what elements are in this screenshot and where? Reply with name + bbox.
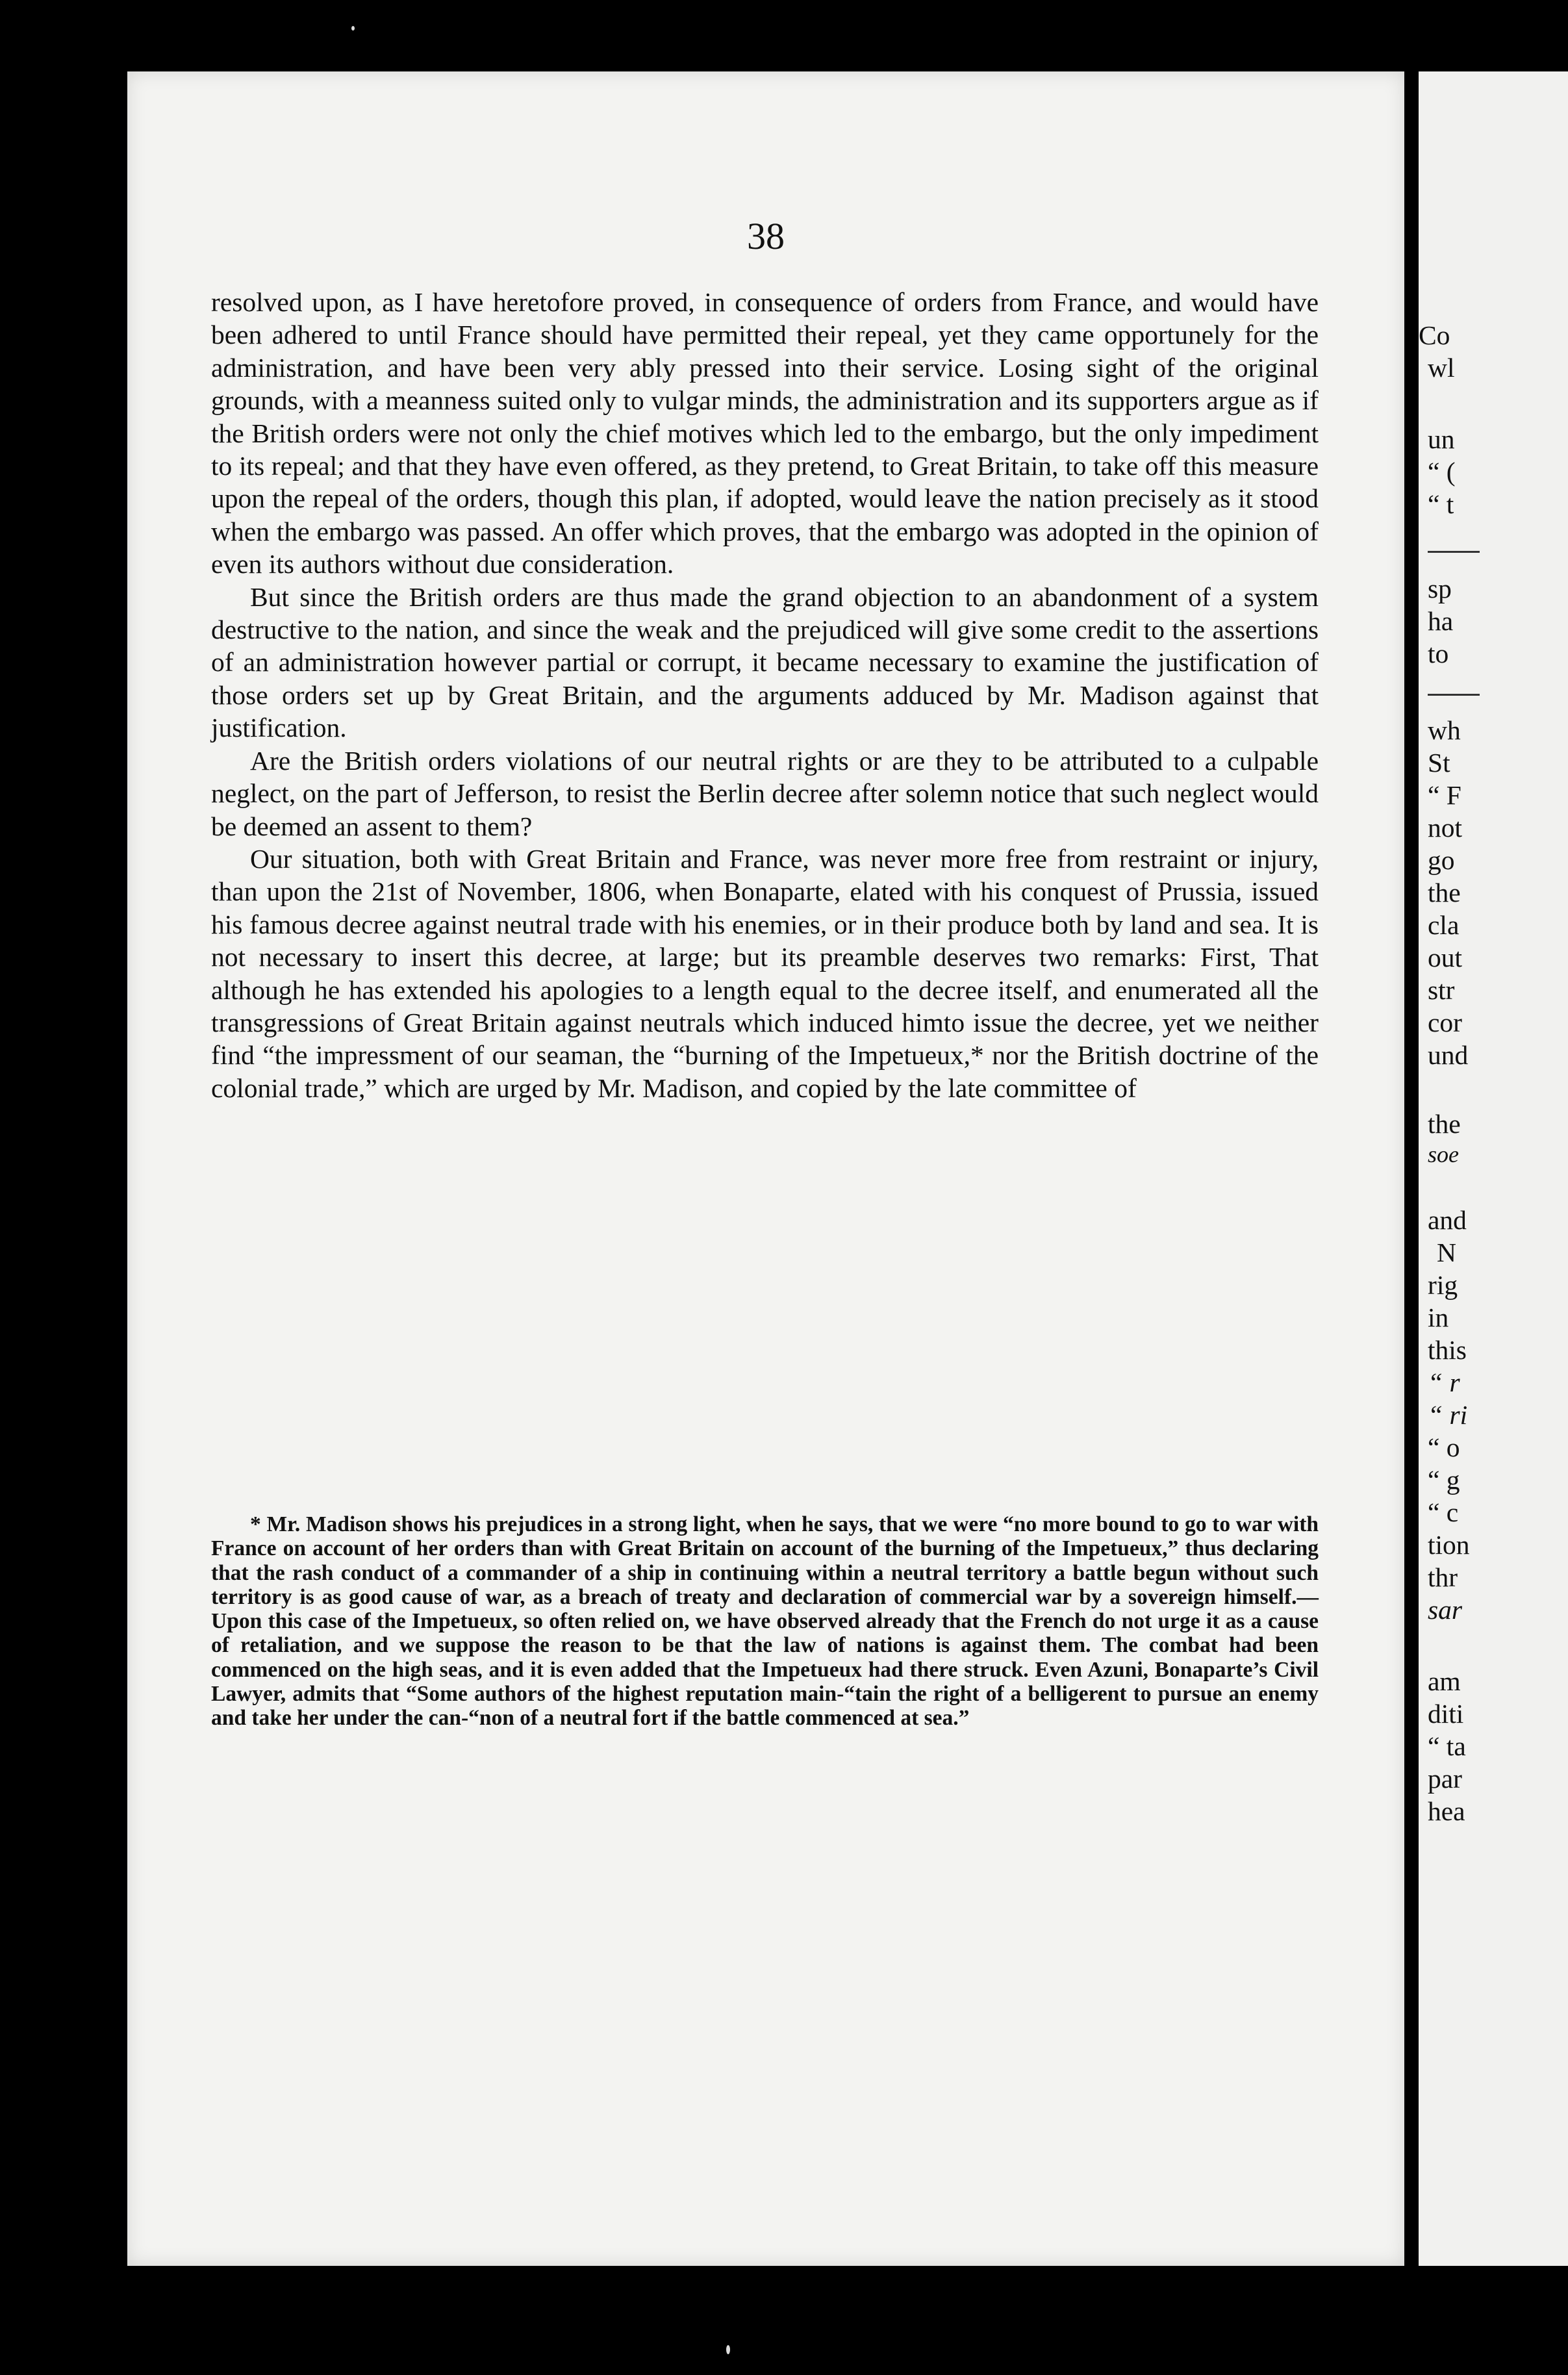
paragraph: resolved upon, as I have heretofore proved, in consequence of orders from France, and would have been adhered to until France should have permitted their repeal, yet they came opportunely for the administration, and have been very ably pressed into their service. Losing sight of the original grounds, with a meanness suited only to vulgar minds, the administration and its supporters argue as if the British orders were not only the chief motives which led to the embargo, but the only impediment to its repeal; and that they have even offered, as they pretend, to Great Britain, to take off this measure upon the repeal of the orders, though this plan, if adopted, would leave the nation precisely as it stood when the embargo was passed. An offer which proves, that the embargo was adopted in the opinion of even its authors without due consideration. xyxy=(211,287,1319,579)
facing-page-fragment: sp xyxy=(1428,574,1452,603)
facing-page-fragment: “ ta xyxy=(1428,1731,1466,1761)
facing-page-fragment: und xyxy=(1428,1040,1469,1070)
scan-speck xyxy=(726,2345,730,2354)
facing-page-fragment: N xyxy=(1437,1238,1456,1267)
facing-page-fragment: the xyxy=(1428,1109,1461,1139)
facing-page-fragment: ha xyxy=(1428,606,1454,636)
facing-page-fragment: St xyxy=(1428,748,1450,778)
facing-page-fragment: wh xyxy=(1428,715,1461,745)
facing-page-fragment: Co xyxy=(1419,320,1450,350)
facing-page-fragment: in xyxy=(1428,1302,1449,1332)
facing-page-fragment: tion xyxy=(1428,1530,1470,1560)
facing-page-fragment: out xyxy=(1428,943,1463,972)
facing-page-fragment: “ o xyxy=(1428,1432,1460,1462)
facing-page-rule xyxy=(1428,694,1480,696)
facing-page-fragment: rig xyxy=(1428,1270,1458,1300)
facing-page-fragment: not xyxy=(1428,813,1463,843)
facing-page-fragment: go xyxy=(1428,845,1455,875)
facing-page-fragment: this xyxy=(1428,1335,1467,1365)
facing-page-fragment: par xyxy=(1428,1764,1462,1794)
facing-page-fragment: sar xyxy=(1428,1595,1463,1625)
facing-page-fragment: cor xyxy=(1428,1008,1462,1037)
facing-page-fragment: “ r xyxy=(1428,1367,1460,1397)
facing-page-fragment: and xyxy=(1428,1205,1467,1235)
facing-page-fragment: “ g xyxy=(1428,1465,1460,1495)
facing-page-fragment: to xyxy=(1428,639,1449,668)
facing-page-fragment: diti xyxy=(1428,1699,1464,1729)
facing-page-fragment: wl xyxy=(1428,353,1455,383)
facing-page-fragment: hea xyxy=(1428,1796,1465,1826)
facing-page-fragment: soe xyxy=(1428,1141,1459,1167)
facing-page-edge xyxy=(1419,71,1568,2266)
facing-page-fragment: “ ri xyxy=(1428,1400,1468,1430)
scan-speck xyxy=(351,26,355,31)
page-number: 38 xyxy=(747,215,785,257)
body-text xyxy=(211,286,1319,1104)
facing-page-fragment: the xyxy=(1428,878,1461,908)
facing-page-fragment: str xyxy=(1428,975,1455,1005)
facing-page-fragment: “ t xyxy=(1428,489,1454,519)
book-page xyxy=(127,71,1404,2266)
footnote-text: * Mr. Madison shows his prejudices in a strong light, when he says, that we were “no more bound to go to war with France on account of her orders than with Great Britain on account of the burning of the Impetueux,” thus declaring that the rash conduct of a commander of a ship in continuing within a neutral territory a battle begun without such territory is as good cause of war, as a breach of treaty and declaration of commercial war by a sovereign himself.—Upon this case of the Impetueux, so often relied on, we have observed already that the French do not urge it as a cause of retaliation, and we suppose the reason to be that the law of nations is against them. The combat had been commenced on the high seas, and it is even added that the Impetueux had there struck. Even Azuni, Bonaparte’s Civil Lawyer, admits that “Some authors of the highest reputation main-“tain the right of a belligerent to pursue an enemy and take her under the can-“non of a neutral fort if the battle commenced at sea.” xyxy=(211,1512,1319,1731)
footnote xyxy=(211,1512,1319,1731)
paragraph: But since the British orders are thus made the grand objection to an abandonment of a system destructive to the nation, and since the weak and the prejudiced will give some credit to the assertions of an administration however partial or corrupt, it became necessary to examine the justification of those orders set up by Great Britain, and the arguments adduced by Mr. Madison against that justification. xyxy=(211,581,1319,743)
paragraph: Our situation, both with Great Britain and France, was never more free from restraint or injury, than upon the 21st of November, 1806, when Bonaparte, elated with his conquest of Prussia, issued his famous decree against neutral trade with his enemies, or in their produce both by land and sea. It is not necessary to insert this decree, at large; but its preamble deserves two remarks: First, That although he has extended his apologies to a length equal to the decree itself, and enumerated all the transgressions of Great Britain against neutrals which induced himto issue the decree, yet we neither find “the impressment of our seaman, the “burning of the Impetueux,* nor the British doctrine of the colonial trade,” which are urged by Mr. Madison, and copied by the late committee of xyxy=(211,843,1319,1103)
facing-page-fragment: cla xyxy=(1428,910,1460,940)
facing-page-fragment: “ c xyxy=(1428,1497,1459,1527)
facing-page-fragment: “ F xyxy=(1428,780,1461,810)
facing-page-fragment: un xyxy=(1428,424,1455,454)
facing-page-fragment: “ ( xyxy=(1428,457,1456,487)
facing-page-rule xyxy=(1428,551,1480,553)
facing-page-fragment: am xyxy=(1428,1666,1461,1696)
facing-page-fragment: thr xyxy=(1428,1562,1458,1592)
paragraph: Are the British orders violations of our neutral rights or are they to be attributed to a culpable neglect, on the part of Jefferson, to resist the Berlin decree after solemn notice that such neglect would be deemed an assent to them? xyxy=(211,745,1319,841)
